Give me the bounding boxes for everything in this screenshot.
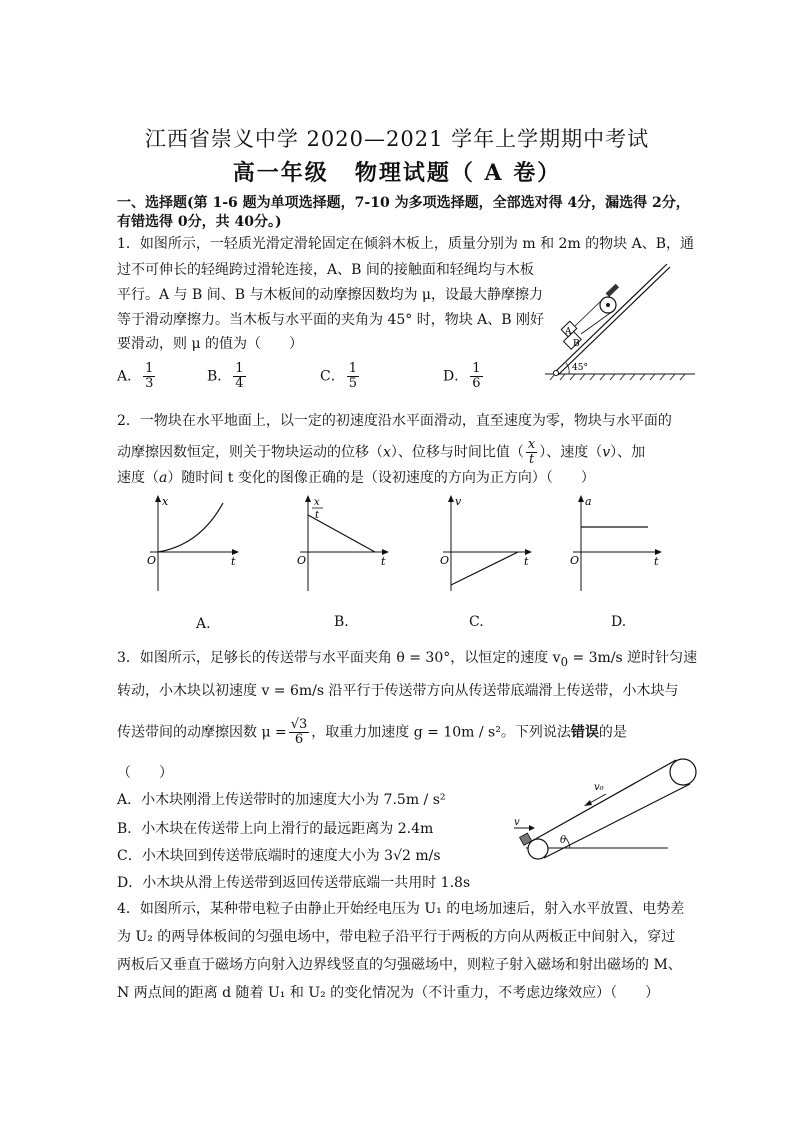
q3-option-a: A．小木块刚滑上传送带时的加速度大小为 7.5m / s² <box>117 792 446 808</box>
q2-graph-c-label: C. <box>469 614 484 630</box>
q1-line2: 过不可伸长的轻绳跨过滑轮连接，A、B 间的接触面和轻绳均与木板 <box>117 262 534 278</box>
y-label-den: t <box>315 510 320 521</box>
y-label: a <box>585 495 592 508</box>
belt-top <box>532 760 676 841</box>
board-edge-bottom <box>558 267 670 375</box>
theta-label: θ <box>560 835 567 846</box>
v0-arrow-head <box>584 800 592 806</box>
q1-incline-figure <box>545 262 695 382</box>
q3-option-c: C．小木块回到传送带底端时的速度大小为 3√2 m/s <box>117 848 441 864</box>
option-fraction: $\frac{1}{6}$ <box>472 361 481 391</box>
section-heading-line1: 一、选择题(第 1-6 题为单项选择题，7-10 为多项选择题，全部选对得 4分，漏选得 2分， <box>117 195 690 211</box>
top-roller <box>670 759 696 785</box>
line <box>451 552 518 585</box>
y-arrow <box>448 495 454 502</box>
q2-line3: 速度（a）随时间 t 变化的图像正确的是（设初速度的方向为正方向）（ ） <box>117 470 595 486</box>
origin-label: O <box>440 554 450 567</box>
q3-option-b: B．小木块在传送带上向上滑行的最远距离为 2.4m <box>117 821 434 837</box>
q2-graph-d-label: D. <box>611 614 627 630</box>
q3-line2: 转动，小木块以初速度 v = 6m/s 沿平行于传送带方向从传送带底端滑上传送带，小木块与 <box>117 683 679 699</box>
q3-line4: （ ） <box>117 765 173 781</box>
q2-graph-a-label: A. <box>196 616 211 632</box>
q3-option-d: D．小木块从滑上传送带到返回传送带底端一共用时 1.8s <box>117 875 471 891</box>
y-label: x <box>162 495 169 508</box>
origin-label: O <box>147 554 157 567</box>
hinge-icon <box>554 371 559 376</box>
q4-line3: 两板后又垂直于磁场方向射入边界线竖直的匀强磁场中，则粒子射入磁场和射出磁场的 M、 <box>117 957 682 973</box>
q2-graph-c <box>438 493 538 598</box>
section-heading-line2: 有错选得 0分，共 40分。) <box>117 214 282 230</box>
rope-upper <box>575 299 603 326</box>
origin-label: O <box>297 554 307 567</box>
paper-label: 物理试题（ A 卷） <box>354 160 562 186</box>
q2-line2: 动摩擦因数恒定，则关于物块运动的位移（x）、位移与时间比值（ $\frac{x}{t}$ ）、速度（v）、加 <box>117 437 646 467</box>
y-label: v <box>455 495 462 508</box>
q2-graph-a <box>145 493 245 598</box>
x-label: t <box>524 555 529 568</box>
q3-conveyor-figure <box>508 752 708 872</box>
q2-graph-b <box>295 493 395 598</box>
q1-line1: 1．如图所示，一轻质光滑定滑轮固定在倾斜木板上，质量分别为 m 和 2m 的物块 A、B，通 <box>117 236 695 252</box>
y-label-num: x <box>314 497 320 508</box>
q4-line1: 4．如图所示，某种带电粒子由静止开始经电压为 U₁ 的电场加速后，射入水平放置、电势差 <box>117 901 685 917</box>
x-label: t <box>654 555 659 568</box>
q2-graph-b-label: B. <box>334 614 349 630</box>
exam-title: 江西省崇义中学 2020—2021 学年上学期期中考试 <box>144 127 650 151</box>
option-fraction: $\frac{1}{3}$ <box>145 361 154 391</box>
q1-option-a <box>117 362 157 391</box>
q2-graph-d <box>568 493 668 598</box>
x-label: t <box>231 555 236 568</box>
q1-line4: 等于滑动摩擦力。当木板与水平面的夹角为 45° 时，物块 A、B 刚好 <box>117 312 545 328</box>
option-letter: D． <box>443 368 469 385</box>
belt-bottom <box>544 784 690 858</box>
option-letter: B． <box>207 368 232 385</box>
rope-lower <box>581 311 613 334</box>
q1-option-b <box>207 362 248 391</box>
q3-line3: 传送带间的动摩擦因数 μ = $\frac{√3}{6}$ ，取重力加速度 g = 10m / s²。下列说法错误的是 <box>117 717 627 747</box>
q1-line3: 平行。A 与 B 间、B 与木板间的动摩擦因数均为 μ，设最大静摩擦力 <box>117 287 544 303</box>
q1-option-c <box>320 362 361 391</box>
q4-line2: 为 U₂ 的两导体板间的匀强电场中，带电粒子沿平行于两板的方向从两板正中间射入，穿过 <box>117 929 676 945</box>
option-fraction: $\frac{1}{5}$ <box>348 361 357 391</box>
board-edge-top <box>555 264 667 372</box>
pulley-axle <box>606 303 610 307</box>
pulley-mount <box>606 284 620 297</box>
exam-subtitle <box>0 156 794 187</box>
ground-hatch <box>550 374 685 380</box>
option-fraction: $\frac{1}{4}$ <box>235 361 244 391</box>
v-arrow-head <box>529 825 535 831</box>
curve <box>158 503 223 552</box>
block-a-label: A <box>565 327 572 337</box>
v0-label: v₀ <box>594 782 604 793</box>
q4-line4: N 两点间的距离 d 随着 U₁ 和 U₂ 的变化情况为（不计重力，不考虑边缘效应）（ ） <box>117 985 660 1001</box>
y-arrow <box>155 495 161 502</box>
y-arrow <box>305 495 311 502</box>
y-arrow <box>578 495 584 502</box>
q2-line1: 2．一物块在水平地面上，以一定的初速度沿水平面滑动，直至速度为零，物块与水平面的 <box>117 413 672 429</box>
bottom-roller <box>528 839 548 859</box>
x-label: t <box>381 555 386 568</box>
grade-label: 高一年级 <box>232 160 329 186</box>
origin-label: O <box>570 554 580 567</box>
option-letter: C． <box>320 368 345 385</box>
v-label: v <box>514 817 520 828</box>
q1-option-d <box>443 362 485 391</box>
angle-label: 45° <box>572 363 588 373</box>
option-letter: A． <box>117 368 142 385</box>
q1-line5: 要滑动，则 μ 的值为（ ） <box>117 336 303 352</box>
q3-line1: 3．如图所示，足够长的传送带与水平面夹角 θ = 30°，以恒定的速度 $v_0 = 3m/s$ 逆时针匀速 <box>117 650 698 669</box>
block-b-label: B <box>573 339 580 349</box>
